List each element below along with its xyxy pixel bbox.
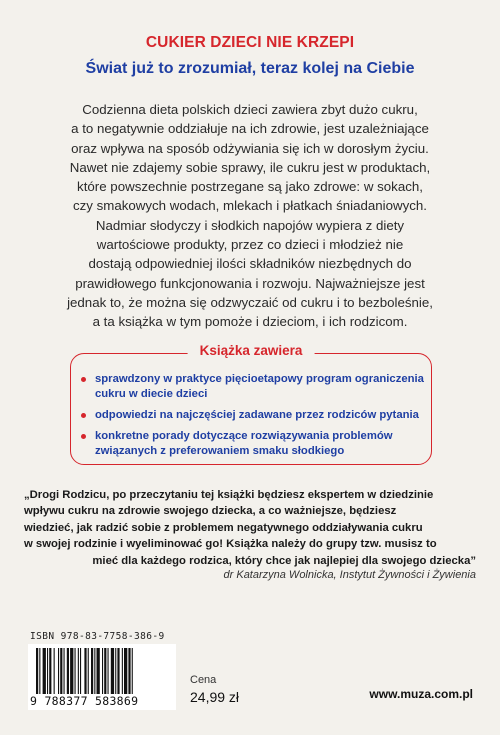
isbn-text: ISBN 978-83-7758-386-9 bbox=[30, 631, 165, 642]
description-line: a to negatywnie oddziałuje na ich zdrowie, jest uzależniające bbox=[71, 121, 429, 137]
barcode-bar bbox=[111, 648, 114, 694]
list-item-line: konkretne porady dotyczące rozwiązywania problemów bbox=[95, 430, 393, 442]
description-line: Nawet nie zdajemy sobie sprawy, ile cukru jest w produktach, bbox=[69, 159, 431, 175]
description bbox=[22, 100, 478, 332]
barcode bbox=[28, 644, 176, 710]
barcode-bar bbox=[67, 648, 69, 694]
list-item-line: odpowiedzi na najczęściej zadawane przez rodziców pytania bbox=[95, 409, 419, 421]
description-line: Codzienna dieta polskich dzieci zawiera zbyt dużo cukru, bbox=[82, 102, 418, 117]
bullet-icon bbox=[81, 434, 86, 439]
description-line: oraz wpływa na sposób odżywiania się ich w dorosłym życiu. bbox=[71, 140, 429, 156]
barcode-bar bbox=[122, 648, 123, 694]
list-item-line: cukru w diecie dzieci bbox=[95, 388, 208, 400]
barcode-bar bbox=[115, 648, 116, 694]
book-subtitle: Świat już to zrozumiał, teraz kolej na Ciebie bbox=[85, 60, 415, 77]
quote-line: wpływu cukru na zdrowie swojego dziecka, a co ważniejsze, będziesz bbox=[24, 505, 397, 518]
barcode-bar bbox=[54, 648, 55, 694]
barcode-bar bbox=[132, 648, 133, 694]
list-item bbox=[81, 429, 426, 459]
barcode-bar bbox=[97, 648, 100, 694]
bullet-icon bbox=[81, 413, 86, 418]
list-item bbox=[81, 372, 426, 402]
barcode-bar bbox=[128, 648, 130, 694]
barcode-bar bbox=[94, 648, 95, 694]
barcode-bar bbox=[60, 648, 62, 694]
barcode-bar bbox=[104, 648, 106, 694]
testimonial-quote bbox=[24, 487, 476, 569]
contents-box bbox=[70, 343, 432, 465]
list-item bbox=[81, 408, 426, 423]
barcode-bar bbox=[49, 648, 51, 694]
barcode-bar bbox=[117, 648, 119, 694]
price-value: 24,99 zł bbox=[190, 689, 240, 705]
quote-author: dr Katarzyna Wolnicka, Instytut Żywności i Żywienia bbox=[223, 569, 476, 581]
publisher-website: www.muza.com.pl bbox=[369, 687, 473, 701]
barcode-bar bbox=[80, 648, 81, 694]
contents-list bbox=[81, 372, 426, 465]
barcode-bar bbox=[47, 648, 48, 694]
description-line: dostają odpowiedniej ilości składników niezbędnych do bbox=[88, 256, 412, 272]
barcode-bars-icon bbox=[36, 648, 168, 694]
barcode-bar bbox=[108, 648, 109, 694]
quote-line: wiedzieć, jak radzić sobie z problemem negatywnego oddziaływania cukru bbox=[24, 521, 423, 534]
barcode-bar bbox=[91, 648, 93, 694]
description-line: czy smakowych wodach, mlekach i płatkach śniadaniowych. bbox=[72, 198, 427, 214]
barcode-digits: 9 788377 583869 bbox=[30, 694, 139, 708]
description-line: które powszechnie postrzegane są jako zdrowe: w sokach, bbox=[77, 179, 423, 195]
price-label: Cena bbox=[190, 674, 217, 686]
contents-box-label: Książka zawiera bbox=[188, 343, 315, 358]
description-line: prawidłowego funkcjonowania i rozwoju. Najważniejsze jest bbox=[75, 275, 425, 291]
description-line: a ta książka w tym pomoże i dzieciom, i ich rodzicom. bbox=[92, 314, 408, 330]
barcode-bar bbox=[124, 648, 127, 694]
barcode-bar bbox=[64, 648, 65, 694]
list-item-line: sprawdzony w praktyce pięcioetapowy program ograniczenia bbox=[95, 373, 424, 385]
list-item-line: związanych z preferowaniem smaku słodkiego bbox=[95, 445, 345, 457]
barcode-bar bbox=[84, 648, 86, 694]
description-line: jednak to, że można się odzwyczaić od cukru i to bezboleśnie, bbox=[67, 294, 433, 310]
barcode-bar bbox=[78, 648, 79, 694]
bullet-icon bbox=[81, 377, 86, 382]
quote-line: „Drogi Rodzicu, po przeczytaniu tej książki będziesz ekspertem w dziedzinie bbox=[24, 489, 434, 501]
barcode-bar bbox=[102, 648, 103, 694]
description-line: Nadmiar słodyczy i słodkich napojów wypiera z diety bbox=[95, 217, 405, 233]
barcode-bar bbox=[43, 648, 46, 694]
book-title: CUKIER DZIECI NIE KRZEPI bbox=[145, 34, 355, 51]
quote-line: w swojej rodzinie i wyeliminować go! Książka należy do grupy tzw. musisz to bbox=[24, 538, 437, 551]
barcode-bar bbox=[88, 648, 89, 694]
barcode-bar bbox=[70, 648, 73, 694]
quote-line: mieć dla każdego rodzica, który chce jak najlepiej dla swojego dziecka” bbox=[92, 554, 476, 567]
description-line: wartościowe produkty, przez co dzieci i młodzież nie bbox=[96, 237, 404, 253]
barcode-bar bbox=[75, 648, 76, 694]
barcode-bar bbox=[58, 648, 59, 694]
barcode-bar bbox=[39, 648, 40, 694]
barcode-bar bbox=[36, 648, 38, 694]
